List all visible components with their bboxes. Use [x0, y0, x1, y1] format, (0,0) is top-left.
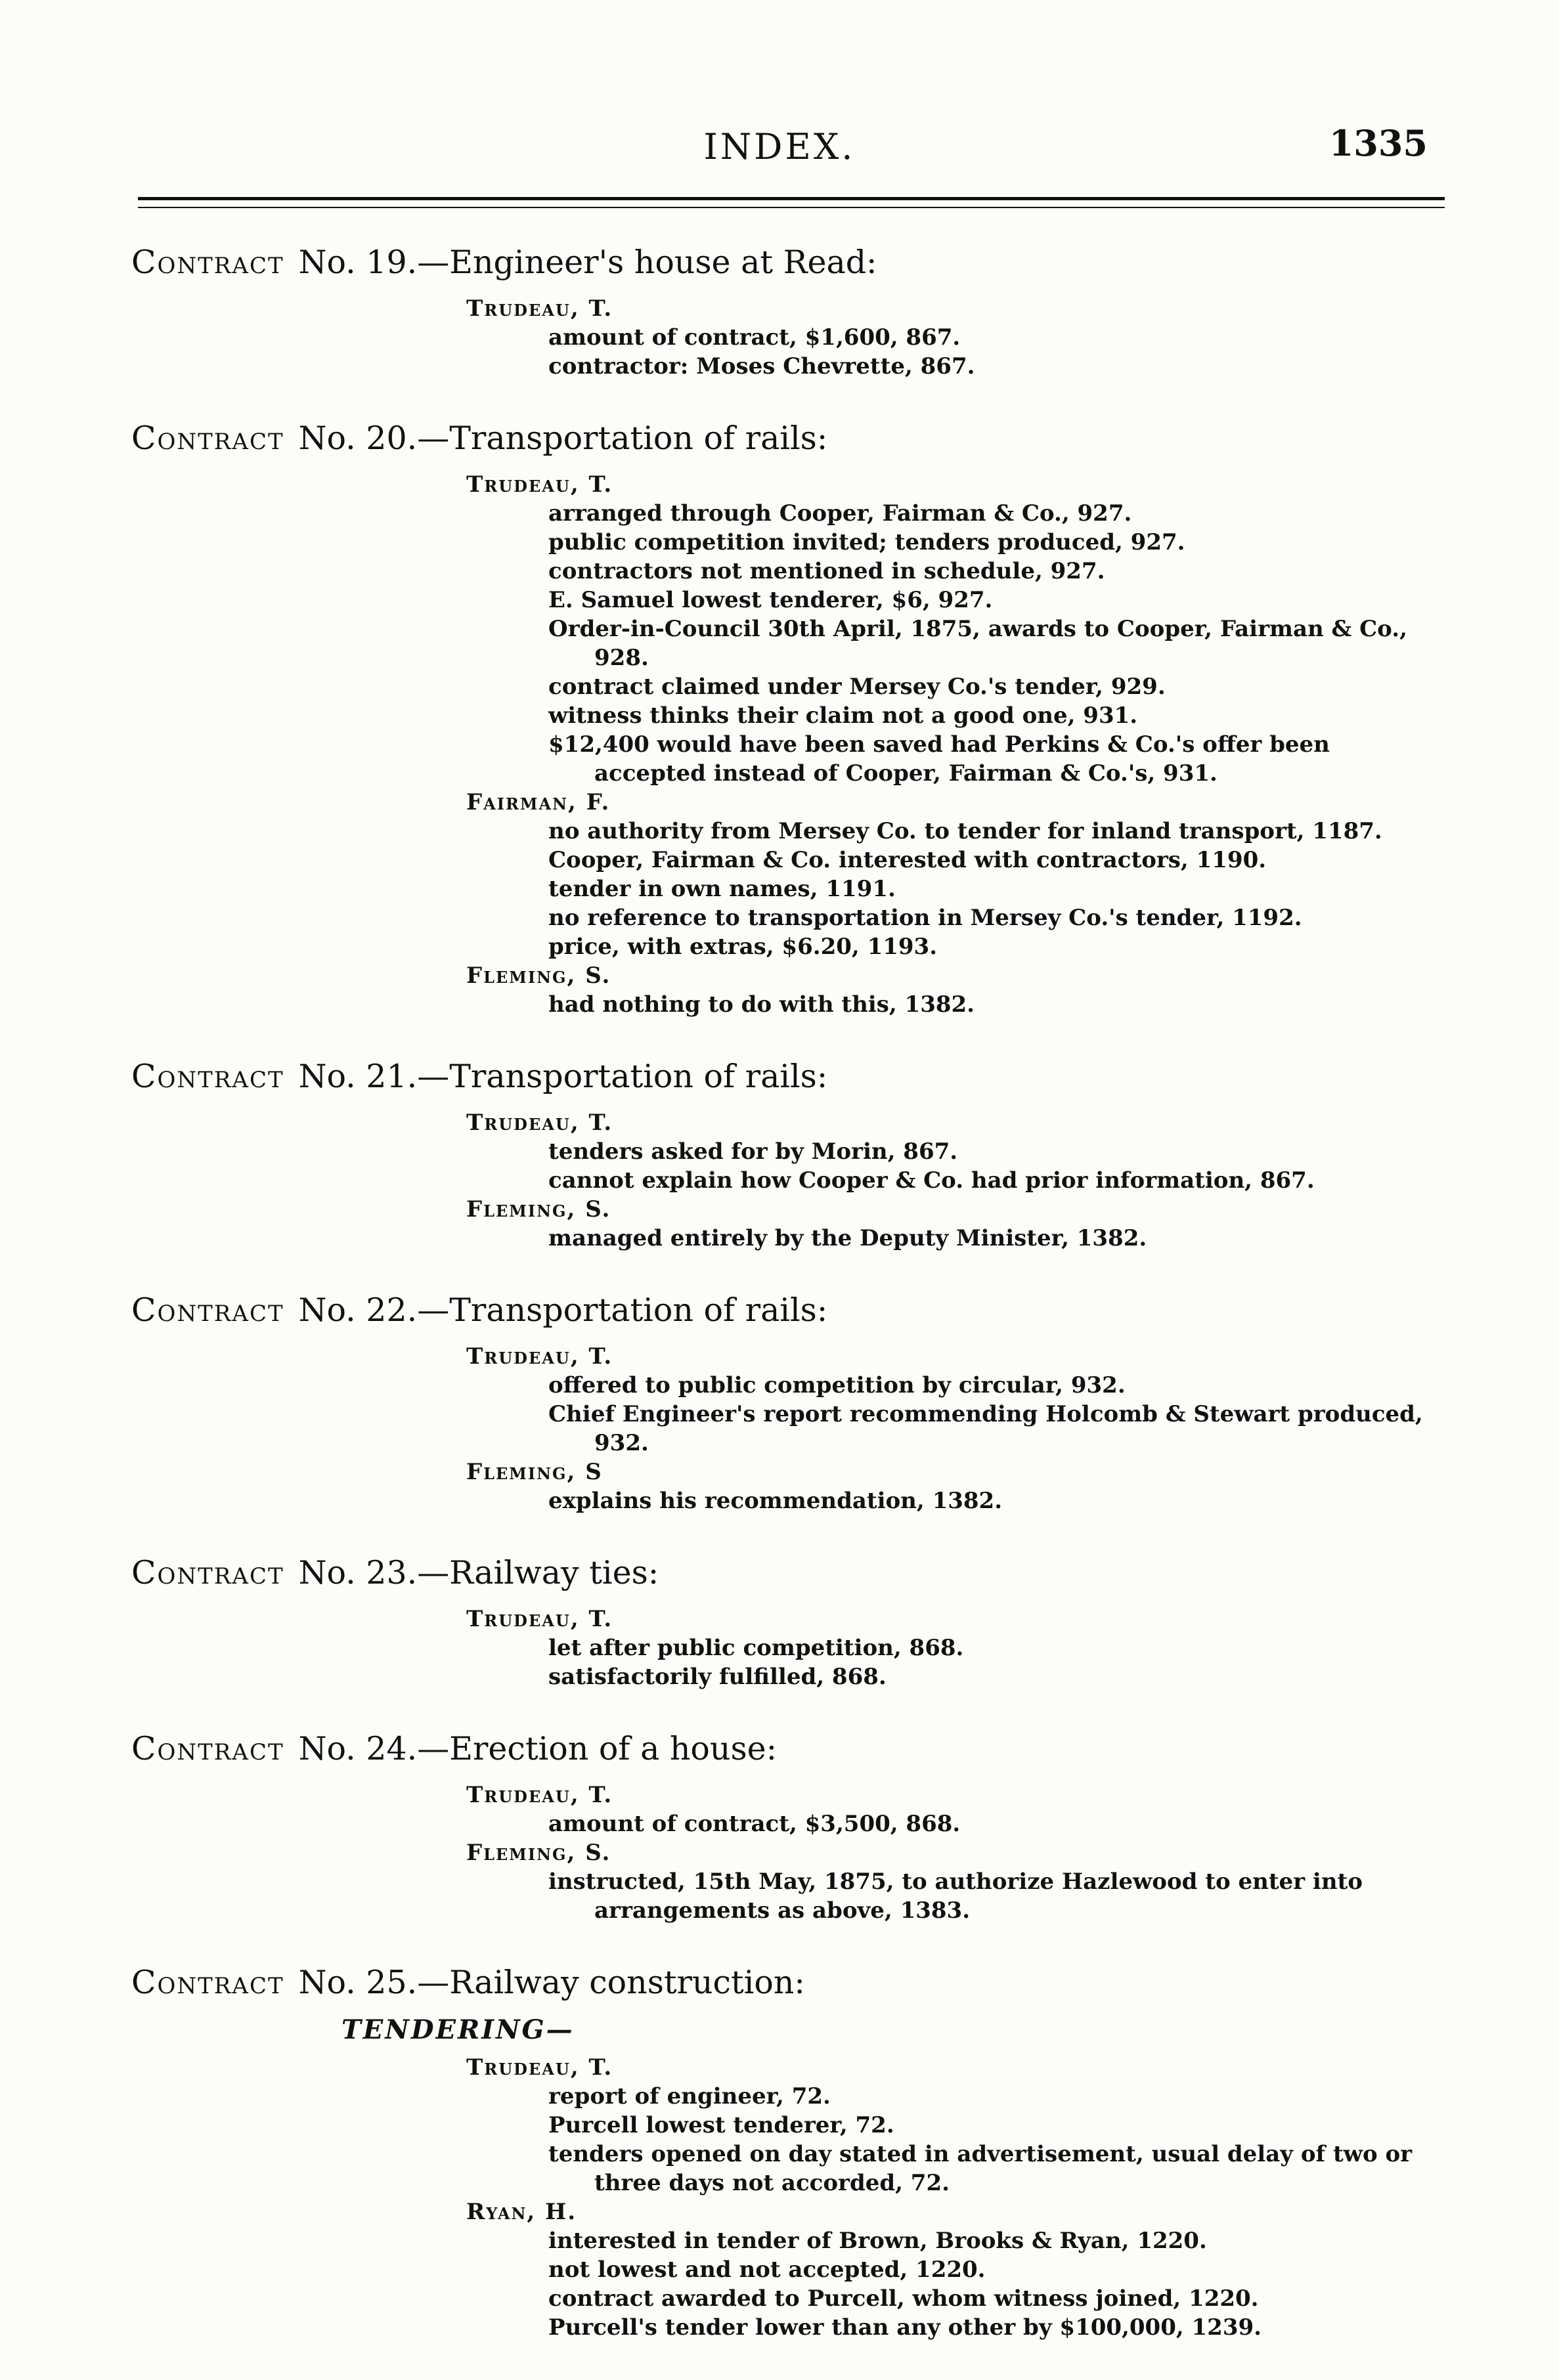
- index-entry: tenders opened on day stated in advertisement, usual delay of two or three days not accorded, 72.: [548, 2141, 1413, 2196]
- contract-section: [131, 1057, 1445, 1253]
- contract-topic: —Railway ties:: [417, 1554, 659, 1591]
- contract-section: [131, 1729, 1445, 1925]
- contract-section: [131, 419, 1445, 1019]
- index-entry: explains his recommendation, 1382.: [548, 1488, 1003, 1514]
- contract-label: Contract: [131, 420, 284, 457]
- witness-name: Trudeau, T.: [466, 1782, 613, 1808]
- index-entry: amount of contract, $1,600, 867.: [548, 324, 961, 351]
- index-entry: contract awarded to Purcell, whom witness joined, 1220.: [548, 2285, 1259, 2312]
- contract-number: No. 21.: [298, 1058, 418, 1095]
- contract-section: [131, 243, 1445, 381]
- witness-block: [466, 1342, 1445, 1458]
- index-entry: contractor: Moses Chevrette, 867.: [548, 353, 975, 379]
- index-entry: instructed, 15th May, 1875, to authorize Hazlewood to enter into arrangements as above, 1383.: [548, 1869, 1363, 1924]
- index-entry: price, with extras, $6.20, 1193.: [548, 934, 938, 960]
- index-entry: E. Samuel lowest tenderer, $6, 927.: [548, 587, 993, 613]
- running-head: INDEX.: [703, 126, 856, 167]
- contract-topic: —Engineer's house at Read:: [417, 244, 877, 281]
- witness-name: Trudeau, T.: [466, 1110, 613, 1136]
- index-entry: public competition invited; tenders produced, 927.: [548, 529, 1185, 555]
- index-entry: Purcell's tender lower than any other by $100,000, 1239.: [548, 2314, 1262, 2341]
- index-entry: arranged through Cooper, Fairman & Co., 927.: [548, 500, 1132, 527]
- contract-heading: [131, 1553, 1445, 1593]
- witness-block: [466, 1605, 1445, 1691]
- index-entry: witness thinks their claim not a good one, 931.: [548, 703, 1138, 729]
- contract-heading: [131, 1729, 1445, 1769]
- contract-number: No. 23.: [298, 1554, 418, 1591]
- index-entry: Cooper, Fairman & Co. interested with contractors, 1190.: [548, 847, 1267, 873]
- contract-topic: —Erection of a house:: [417, 1730, 778, 1767]
- witness-name: Trudeau, T.: [466, 471, 613, 498]
- witness-block: [466, 2053, 1445, 2197]
- witness-name: Ryan, H.: [466, 2199, 577, 2225]
- witness-block: [466, 294, 1445, 381]
- sub-heading: TENDERING—: [341, 2014, 575, 2045]
- index-entry: let after public competition, 868.: [548, 1635, 964, 1661]
- witness-name: Trudeau, T.: [466, 295, 613, 322]
- page-number: 1335: [1328, 122, 1428, 164]
- index-entry: report of engineer, 72.: [548, 2083, 831, 2110]
- witness-name: Fairman, F.: [466, 789, 611, 815]
- contract-topic: —Transportation of rails:: [417, 420, 828, 457]
- witness-name: Trudeau, T.: [466, 1606, 613, 1632]
- witness-block: [466, 1195, 1445, 1253]
- contract-section: [131, 1291, 1445, 1515]
- index-entry: managed entirely by the Deputy Minister, 1382.: [548, 1225, 1147, 1251]
- witness-block: [466, 1781, 1445, 1838]
- index-entry: had nothing to do with this, 1382.: [548, 991, 975, 1018]
- contract-label: Contract: [131, 1964, 284, 2001]
- contract-label: Contract: [131, 1291, 284, 1329]
- contract-heading: [131, 1963, 1445, 2002]
- contract-label: Contract: [131, 244, 284, 281]
- witness-block: [466, 1838, 1445, 1925]
- contract-section: [131, 1963, 1445, 2342]
- index-entry: Order-in-Council 30th April, 1875, awards to Cooper, Fairman & Co., 928.: [548, 616, 1407, 671]
- index-entry: tender in own names, 1191.: [548, 876, 896, 902]
- index-entry: satisfactorily fulfilled, 868.: [548, 1664, 887, 1690]
- witness-name: Trudeau, T.: [466, 1343, 613, 1370]
- index-entry: Chief Engineer's report recommending Holcomb & Stewart produced, 932.: [548, 1401, 1423, 1456]
- witness-name: Fleming, S.: [466, 1840, 611, 1866]
- contract-label: Contract: [131, 1058, 284, 1095]
- index-entry: Purcell lowest tenderer, 72.: [548, 2112, 894, 2138]
- witness-name: Fleming, S: [466, 1459, 603, 1485]
- contract-heading: [131, 1057, 1445, 1096]
- witness-name: Fleming, S.: [466, 963, 611, 989]
- contract-number: No. 19.: [298, 244, 418, 281]
- contract-label: Contract: [131, 1554, 284, 1591]
- index-entry: tenders asked for by Morin, 867.: [548, 1138, 958, 1165]
- header-rule: [138, 197, 1445, 208]
- contract-number: No. 22.: [298, 1291, 418, 1329]
- witness-block: [466, 961, 1445, 1019]
- witness-block: [466, 1108, 1445, 1195]
- index-entry: not lowest and not accepted, 1220.: [548, 2257, 986, 2283]
- contract-label: Contract: [131, 1730, 284, 1767]
- witness-name: Trudeau, T.: [466, 2054, 613, 2081]
- index-entry: no reference to transportation in Mersey Co.'s tender, 1192.: [548, 905, 1302, 931]
- witness-block: [466, 788, 1445, 961]
- contract-number: No. 20.: [298, 420, 418, 457]
- index-entry: amount of contract, $3,500, 868.: [548, 1811, 961, 1837]
- index-entry: contract claimed under Mersey Co.'s tender, 929.: [548, 674, 1166, 700]
- contract-section: [131, 1553, 1445, 1691]
- index-entry: contractors not mentioned in schedule, 927.: [548, 558, 1105, 584]
- index-entry: no authority from Mersey Co. to tender for inland transport, 1187.: [548, 818, 1382, 844]
- contract-heading: [131, 419, 1445, 458]
- contract-heading: [131, 1291, 1445, 1330]
- contract-number: No. 25.: [298, 1964, 418, 2001]
- witness-block: [466, 470, 1445, 788]
- index-body: [131, 243, 1445, 2380]
- index-entry: $12,400 would have been saved had Perkins & Co.'s offer been accepted instead of Cooper, Fairman & Co.'s, 931.: [548, 731, 1330, 787]
- contract-number: No. 24.: [298, 1730, 418, 1767]
- index-entry: offered to public competition by circular, 932.: [548, 1372, 1126, 1398]
- witness-block: [466, 2197, 1445, 2342]
- witness-name: Fleming, S.: [466, 1196, 611, 1222]
- contract-topic: —Transportation of rails:: [417, 1058, 828, 1095]
- index-entry: cannot explain how Cooper & Co. had prior information, 867.: [548, 1167, 1315, 1194]
- index-entry: interested in tender of Brown, Brooks & Ryan, 1220.: [548, 2228, 1207, 2254]
- contract-heading: [131, 243, 1445, 282]
- witness-block: [466, 1458, 1445, 1515]
- contract-topic: —Railway construction:: [417, 1964, 805, 2001]
- contract-topic: —Transportation of rails:: [417, 1291, 828, 1329]
